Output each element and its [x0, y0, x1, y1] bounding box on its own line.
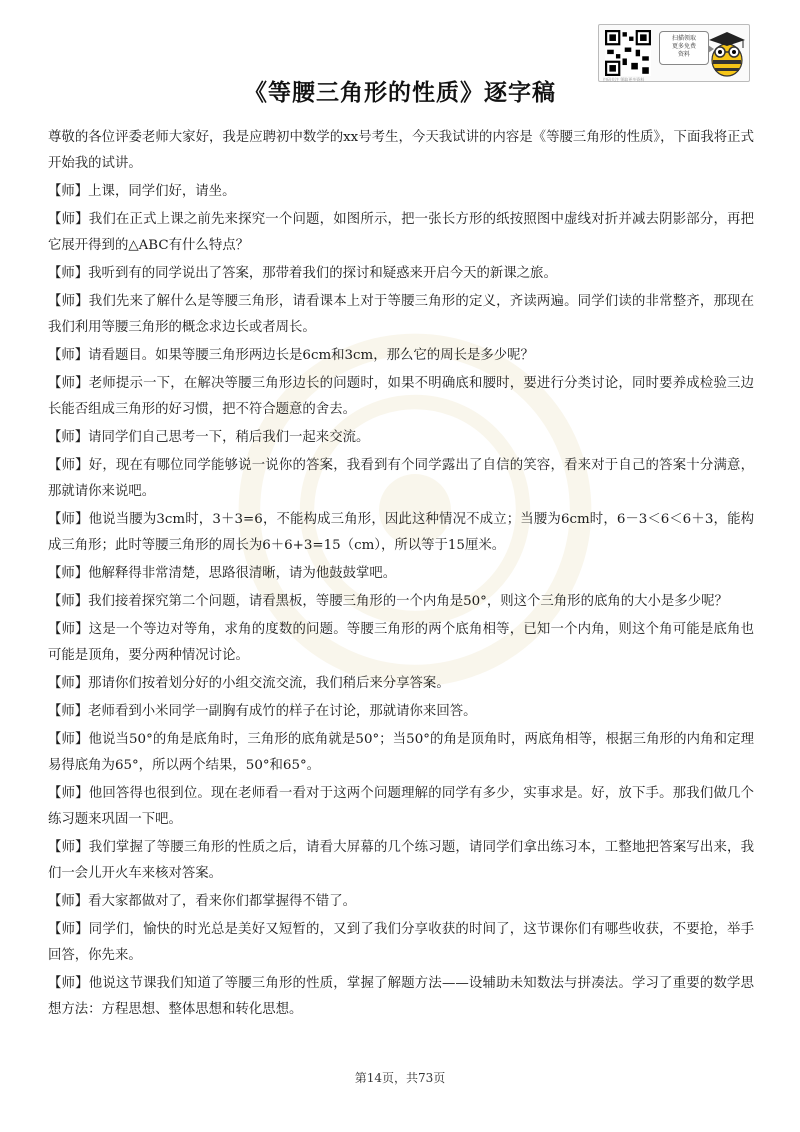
- speaker-tag: 【师】: [48, 348, 89, 363]
- speaker-tag: 【师】: [48, 376, 89, 391]
- intro-paragraph: 尊敬的各位评委老师大家好，我是应聘初中数学的xx号考生，今天我试讲的内容是《等腰三角形的性质》，下面我将正式开始我的试讲。: [48, 130, 754, 171]
- dialogue-paragraph: [48, 671, 754, 697]
- dialogue-paragraph: [48, 425, 754, 451]
- dialogue-paragraph: [48, 371, 754, 423]
- page-title: 《等腰三角形的性质》逐字稿: [244, 80, 556, 106]
- dialogue-text: 那请你们按着划分好的小组交流交流，我们稍后来分享答案。: [88, 676, 450, 691]
- dialogue-text: 他解释得非常清楚，思路很清晰，请为他鼓鼓掌吧。: [88, 566, 397, 581]
- speaker-tag: 【师】: [48, 976, 89, 991]
- speaker-tag: 【师】: [48, 922, 89, 937]
- speaker-tag: 【师】: [48, 786, 89, 801]
- dialogue-text: 他说这节课我们知道了等腰三角形的性质，掌握了解题方法——设辅助未知数法与拼凑法。学习了重要的数学思想方法：方程思想、整体思想和转化思想。: [48, 976, 755, 1017]
- speaker-tag: 【师】: [48, 566, 89, 581]
- dialogue-paragraph: [48, 343, 754, 369]
- dialogue-paragraph: [48, 835, 754, 887]
- dialogue-paragraph: [48, 699, 754, 725]
- dialogue-text: 老师提示一下，在解决等腰三角形边长的问题时，如果不明确底和腰时，要进行分类讨论，同时要养成检验三边长能否组成三角形的好习惯，把不符合题意的舍去。: [48, 376, 755, 417]
- dialogue-text: 老师看到小米同学一副胸有成竹的样子在讨论，那就请你来回答。: [88, 704, 477, 719]
- dialogue-text: 请同学们自己思考一下，稍后我们一起来交流。: [88, 430, 370, 445]
- badge-caption: 扫码关注 领取更多资料: [603, 77, 645, 82]
- speaker-tag: 【师】: [48, 266, 89, 281]
- dialogue-text: 请看题目。如果等腰三角形两边长是6cm和3cm，那么它的周长是多少呢？: [88, 348, 534, 363]
- dialogue-paragraph: [48, 561, 754, 587]
- dialogue-text: 我们接着探究第二个问题，请看黑板，等腰三角形的一个内角是50°，则这个三角形的底角的大小是多少呢？: [88, 594, 728, 609]
- dialogue-paragraph: [48, 507, 754, 559]
- speaker-tag: 【师】: [48, 594, 89, 609]
- dialogue-text: 他说当50°的角是底角时，三角形的底角就是50°；当50°的角是顶角时，两底角相等，根据三角形的内角和定理易得底角为65°，所以两个结果，50°和65°。: [48, 732, 755, 773]
- dialogue-text: 这是一个等边对等角，求角的度数的问题。等腰三角形的两个底角相等，已知一个内角，则这个角可能是底角也可能是顶角，要分两种情况讨论。: [48, 622, 755, 663]
- transcript-body: [48, 125, 754, 1025]
- dialogue-text: 同学们，愉快的时光总是美好又短暂的，又到了我们分享收获的时间了，这节课你们有哪些收获，不要抢，举手回答，你先来。: [48, 922, 755, 963]
- dialogue-text: 他回答得也很到位。现在老师看一看对于这两个问题理解的同学有多少，实事求是。好，放下手。那我们做几个练习题来巩固一下吧。: [48, 786, 755, 827]
- dialogue-paragraph: [48, 289, 754, 341]
- speaker-tag: 【师】: [48, 676, 89, 691]
- page-number: 第14页，共73页: [354, 1071, 446, 1085]
- dialogue-paragraph: [48, 617, 754, 669]
- speaker-tag: 【师】: [48, 704, 89, 719]
- dialogue-paragraph: [48, 971, 754, 1023]
- qr-code-icon[interactable]: [605, 30, 651, 76]
- dialogue-paragraph: [48, 261, 754, 287]
- dialogue-text: 我们掌握了等腰三角形的性质之后，请看大屏幕的几个练习题，请同学们拿出练习本，工整地把答案写出来，我们一会儿开火车来核对答案。: [48, 840, 755, 881]
- speaker-tag: 【师】: [48, 894, 89, 909]
- dialogue-paragraph: [48, 727, 754, 779]
- speaker-tag: 【师】: [48, 512, 89, 527]
- speaker-tag: 【师】: [48, 212, 89, 227]
- dialogue-paragraph: [48, 453, 754, 505]
- mascot-bee-icon: [707, 30, 747, 78]
- dialogue-paragraph: [48, 917, 754, 969]
- dialogue-text: 他说当腰为3cm时，3＋3=6，不能构成三角形，因此这种情况不成立；当腰为6cm时，6－3＜6＜6＋3，能构成三角形；此时等腰三角形的周长为6＋6+3=15（cm），所以等于15厘米。: [48, 512, 755, 553]
- dialogue-paragraph: [48, 781, 754, 833]
- dialogue-text: 我们在正式上课之前先来探究一个问题，如图所示，把一张长方形的纸按照图中虚线对折并减去阴影部分，再把它展开得到的△ABC有什么特点？: [48, 212, 755, 253]
- dialogue-text: 我听到有的同学说出了答案，那带着我们的探讨和疑惑来开启今天的新课之旅。: [88, 266, 557, 281]
- speaker-tag: 【师】: [48, 430, 89, 445]
- speaker-tag: 【师】: [48, 840, 89, 855]
- dialogue-text: 好，现在有哪位同学能够说一说你的答案，我看到有个同学露出了自信的笑容，看来对于自己的答案十分满意，那就请你来说吧。: [48, 458, 755, 499]
- dialogue-paragraph: [48, 207, 754, 259]
- speaker-tag: 【师】: [48, 732, 89, 747]
- speaker-tag: 【师】: [48, 622, 89, 637]
- dialogue-paragraph: [48, 179, 754, 205]
- dialogue-text: 我们先来了解什么是等腰三角形，请看课本上对于等腰三角形的定义，齐读两遍。同学们读的非常整齐，那现在我们利用等腰三角形的概念求边长或者周长。: [48, 294, 755, 335]
- dialogue-list: [48, 179, 754, 1023]
- speaker-tag: 【师】: [48, 458, 89, 473]
- dialogue-text: 上课，同学们好，请坐。: [88, 184, 236, 199]
- dialogue-paragraph: [48, 889, 754, 915]
- speaker-tag: 【师】: [48, 294, 89, 309]
- dialogue-text: 看大家都做对了，看来你们都掌握得不错了。: [88, 894, 356, 909]
- speech-bubble: 扫描领取 更多免费 资料: [659, 31, 709, 65]
- speaker-tag: 【师】: [48, 184, 89, 199]
- dialogue-paragraph: [48, 589, 754, 615]
